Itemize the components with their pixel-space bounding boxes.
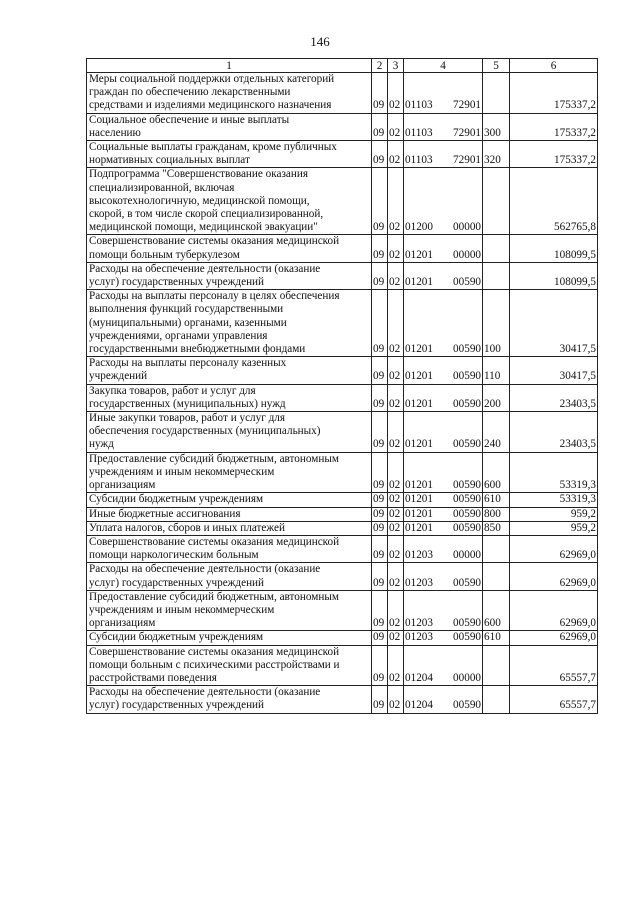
target-article-cell: [404, 493, 483, 507]
table-row: [87, 357, 598, 384]
expense-name-cell: [87, 141, 372, 168]
section-code-cell: 09: [372, 113, 388, 140]
expense-name-line: скорой, в том числе скорой специализированной,: [89, 208, 324, 221]
expense-name-line: услуг) государственных учреждений: [89, 276, 265, 289]
expense-type-cell: 240: [483, 412, 510, 453]
section-code-cell: 09: [372, 384, 388, 411]
expense-name-line: Совершенствование системы оказания медицинской: [89, 235, 340, 248]
direction-code: 00590: [453, 343, 481, 356]
expense-type-cell: 610: [483, 631, 510, 645]
expense-name-line: специализированной, включая: [89, 181, 235, 194]
table-row: [87, 113, 598, 140]
column-header: 1: [87, 59, 372, 73]
amount-cell: 959,2: [510, 521, 598, 535]
subsection-code-cell: 02: [388, 290, 404, 357]
subsection-code-cell: 02: [388, 113, 404, 140]
target-article-cell: [404, 290, 483, 357]
target-article-cell: [404, 563, 483, 590]
section-code-cell: 09: [372, 290, 388, 357]
section-code-cell: 09: [372, 521, 388, 535]
direction-code: 72901: [453, 154, 481, 167]
target-article-cell: [404, 521, 483, 535]
direction-code: 72901: [453, 126, 481, 139]
target-article-cell: [404, 141, 483, 168]
expense-name-line: помощи больным туберкулезом: [89, 248, 240, 261]
expense-name-line: Социальные выплаты гражданам, кроме публичных: [89, 141, 337, 154]
expense-name-line: Иные бюджетные ассигнования: [89, 507, 241, 520]
program-code: 01201: [405, 521, 433, 534]
program-code: 01204: [405, 699, 433, 712]
direction-code: 00590: [453, 617, 481, 630]
expense-name-line: Совершенствование системы оказания медицинской: [89, 645, 340, 658]
program-code: 01201: [405, 276, 433, 289]
expense-name-line: государственными внебюджетными фондами: [89, 343, 306, 356]
expense-type-cell: [483, 168, 510, 235]
table-row: [87, 452, 598, 493]
expense-name-cell: [87, 357, 372, 384]
target-article-cell: [404, 645, 483, 686]
direction-code: 00590: [453, 493, 481, 506]
expense-name-line: нормативных социальных выплат: [89, 154, 250, 167]
subsection-code-cell: 02: [388, 262, 404, 289]
expense-name-cell: [87, 521, 372, 535]
target-article-cell: [404, 535, 483, 562]
expense-name-line: средствами и изделиями медицинского назначения: [89, 99, 332, 112]
section-code-cell: 09: [372, 412, 388, 453]
amount-cell: 53319,3: [510, 493, 598, 507]
subsection-code-cell: 02: [388, 357, 404, 384]
amount-cell: 62969,0: [510, 563, 598, 590]
expense-name-line: услуг) государственных учреждений: [89, 576, 265, 589]
expense-type-cell: [483, 262, 510, 289]
program-code: 01203: [405, 631, 433, 644]
expense-type-cell: 800: [483, 507, 510, 521]
expense-name-line: Расходы на выплаты персоналу казенных: [89, 357, 287, 370]
expense-name-line: Субсидии бюджетным учреждениям: [89, 493, 264, 506]
expense-type-cell: [483, 686, 510, 713]
amount-cell: 53319,3: [510, 452, 598, 493]
expense-type-cell: [483, 73, 510, 114]
expense-type-cell: 110: [483, 357, 510, 384]
subsection-code-cell: 02: [388, 384, 404, 411]
expense-name-line: Социальное обеспечение и иные выплаты: [89, 113, 290, 126]
expense-name-cell: [87, 262, 372, 289]
program-code: 01201: [405, 479, 433, 492]
expense-name-cell: [87, 686, 372, 713]
expense-name-line: Расходы на обеспечение деятельности (оказание: [89, 686, 321, 699]
expense-name-cell: [87, 113, 372, 140]
expense-type-cell: 850: [483, 521, 510, 535]
column-header: 2: [372, 59, 388, 73]
program-code: 01201: [405, 507, 433, 520]
amount-cell: 175337,2: [510, 113, 598, 140]
program-code: 01201: [405, 370, 433, 383]
table-row: [87, 384, 598, 411]
section-code-cell: 09: [372, 631, 388, 645]
amount-cell: 30417,5: [510, 357, 598, 384]
table-body: [87, 73, 598, 714]
section-code-cell: 09: [372, 141, 388, 168]
program-code: 01201: [405, 397, 433, 410]
table-row: [87, 535, 598, 562]
subsection-code-cell: 02: [388, 493, 404, 507]
direction-code: 00590: [453, 631, 481, 644]
expense-type-cell: 600: [483, 452, 510, 493]
amount-cell: 108099,5: [510, 262, 598, 289]
program-code: 01203: [405, 549, 433, 562]
program-code: 01103: [405, 154, 433, 167]
table-row: [87, 262, 598, 289]
section-code-cell: 09: [372, 590, 388, 631]
subsection-code-cell: 02: [388, 141, 404, 168]
program-code: 01103: [405, 99, 433, 112]
section-code-cell: 09: [372, 168, 388, 235]
expense-name-cell: [87, 563, 372, 590]
table-row: [87, 493, 598, 507]
program-code: 01200: [405, 221, 433, 234]
expense-name-cell: [87, 384, 372, 411]
expense-name-cell: [87, 290, 372, 357]
expense-name-cell: [87, 168, 372, 235]
subsection-code-cell: 02: [388, 686, 404, 713]
target-article-cell: [404, 168, 483, 235]
subsection-code-cell: 02: [388, 645, 404, 686]
target-article-cell: [404, 412, 483, 453]
direction-code: 00590: [453, 521, 481, 534]
amount-cell: 175337,2: [510, 141, 598, 168]
expense-name-line: Совершенствование системы оказания медицинской: [89, 535, 340, 548]
expense-name-line: высокотехнологичную, медицинской помощи,: [89, 194, 310, 207]
expense-name-line: Меры социальной поддержки отдельных категорий: [89, 73, 335, 85]
expense-name-line: Предоставление субсидий бюджетным, автономным: [89, 590, 339, 603]
table-row: [87, 141, 598, 168]
expense-name-line: услуг) государственных учреждений: [89, 699, 265, 712]
program-code: 01201: [405, 248, 433, 261]
expense-name-cell: [87, 73, 372, 114]
direction-code: 00000: [453, 671, 481, 684]
expense-name-cell: [87, 493, 372, 507]
target-article-cell: [404, 507, 483, 521]
direction-code: 72901: [453, 99, 481, 112]
direction-code: 00590: [453, 576, 481, 589]
target-article-cell: [404, 590, 483, 631]
section-code-cell: 09: [372, 507, 388, 521]
subsection-code-cell: 02: [388, 563, 404, 590]
expense-name-line: Подпрограмма "Совершенствование оказания: [89, 168, 308, 181]
expense-type-cell: 600: [483, 590, 510, 631]
expense-name-line: медицинской помощи, медицинской эвакуации": [89, 221, 318, 234]
column-header: 5: [483, 59, 510, 73]
section-code-cell: 09: [372, 262, 388, 289]
expense-name-line: Расходы на выплаты персоналу в целях обеспечения: [89, 290, 340, 303]
section-code-cell: 09: [372, 235, 388, 262]
direction-code: 00590: [453, 438, 481, 451]
expense-name-line: Предоставление субсидий бюджетным, автономным: [89, 452, 339, 465]
expense-name-cell: [87, 235, 372, 262]
expense-name-line: учреждений: [89, 370, 148, 383]
target-article-cell: [404, 384, 483, 411]
direction-code: 00590: [453, 699, 481, 712]
expense-type-cell: 320: [483, 141, 510, 168]
table-header-row: [87, 59, 598, 73]
expense-name-line: помощи больным с психическими расстройствами и: [89, 658, 340, 671]
amount-cell: 62969,0: [510, 590, 598, 631]
expense-name-line: Расходы на обеспечение деятельности (оказание: [89, 563, 321, 576]
expense-name-cell: [87, 645, 372, 686]
table-row: [87, 521, 598, 535]
table-row: [87, 412, 598, 453]
expense-name-line: (муниципальными) органами, казенными: [89, 316, 287, 329]
expense-name-line: учреждениями, органами управления: [89, 329, 268, 342]
subsection-code-cell: 02: [388, 535, 404, 562]
subsection-code-cell: 02: [388, 521, 404, 535]
expense-name-line: Закупка товаров, работ и услуг для: [89, 384, 256, 397]
expense-name-line: обеспечения государственных (муниципальных): [89, 425, 321, 438]
expense-name-line: Иные закупки товаров, работ и услуг для: [89, 412, 286, 425]
direction-code: 00590: [453, 479, 481, 492]
target-article-cell: [404, 631, 483, 645]
table-row: [87, 686, 598, 713]
section-code-cell: 09: [372, 686, 388, 713]
target-article-cell: [404, 452, 483, 493]
program-code: 01203: [405, 576, 433, 589]
expense-name-cell: [87, 535, 372, 562]
expense-name-cell: [87, 631, 372, 645]
expense-name-line: нужд: [89, 438, 114, 451]
amount-cell: 959,2: [510, 507, 598, 521]
expense-type-cell: 100: [483, 290, 510, 357]
subsection-code-cell: 02: [388, 590, 404, 631]
table-row: [87, 645, 598, 686]
table-row: [87, 590, 598, 631]
program-code: 01203: [405, 617, 433, 630]
section-code-cell: 09: [372, 563, 388, 590]
program-code: 01204: [405, 671, 433, 684]
table-row: [87, 507, 598, 521]
target-article-cell: [404, 113, 483, 140]
amount-cell: 65557,7: [510, 645, 598, 686]
section-code-cell: 09: [372, 535, 388, 562]
page-number: 146: [310, 34, 330, 49]
direction-code: 00590: [453, 276, 481, 289]
expense-name-line: учреждениям и иным некоммерческим: [89, 603, 275, 616]
amount-cell: 23403,5: [510, 384, 598, 411]
expense-name-line: помощи наркологическим больным: [89, 549, 259, 562]
subsection-code-cell: 02: [388, 452, 404, 493]
amount-cell: 30417,5: [510, 290, 598, 357]
target-article-cell: [404, 73, 483, 114]
section-code-cell: 09: [372, 452, 388, 493]
amount-cell: 562765,8: [510, 168, 598, 235]
expense-name-cell: [87, 507, 372, 521]
amount-cell: 175337,2: [510, 73, 598, 114]
section-code-cell: 09: [372, 493, 388, 507]
expense-name-cell: [87, 412, 372, 453]
table-row: [87, 73, 598, 114]
expense-name-line: организациям: [89, 479, 156, 492]
expense-name-line: граждан по обеспечению лекарственными: [89, 86, 291, 99]
expense-name-line: Субсидии бюджетным учреждениям: [89, 631, 264, 644]
direction-code: 00000: [453, 221, 481, 234]
expense-name-line: расстройствами поведения: [89, 671, 217, 684]
column-header: 4: [404, 59, 483, 73]
expense-name-line: Расходы на обеспечение деятельности (оказание: [89, 262, 321, 275]
expense-name-line: организациям: [89, 617, 156, 630]
amount-cell: 62969,0: [510, 631, 598, 645]
program-code: 01103: [405, 126, 433, 139]
direction-code: 00590: [453, 397, 481, 410]
program-code: 01201: [405, 438, 433, 451]
subsection-code-cell: 02: [388, 507, 404, 521]
subsection-code-cell: 02: [388, 73, 404, 114]
subsection-code-cell: 02: [388, 168, 404, 235]
table-row: [87, 290, 598, 357]
expense-type-cell: [483, 645, 510, 686]
section-code-cell: 09: [372, 645, 388, 686]
direction-code: 00000: [453, 248, 481, 261]
table-row: [87, 235, 598, 262]
table-row: [87, 168, 598, 235]
direction-code: 00000: [453, 549, 481, 562]
expense-type-cell: 200: [483, 384, 510, 411]
section-code-cell: 09: [372, 357, 388, 384]
expense-name-cell: [87, 452, 372, 493]
program-code: 01201: [405, 343, 433, 356]
expense-name-line: государственных (муниципальных) нужд: [89, 397, 286, 410]
expense-type-cell: 610: [483, 493, 510, 507]
amount-cell: 23403,5: [510, 412, 598, 453]
program-code: 01201: [405, 493, 433, 506]
subsection-code-cell: 02: [388, 631, 404, 645]
budget-table: [86, 58, 598, 714]
target-article-cell: [404, 235, 483, 262]
section-code-cell: 09: [372, 73, 388, 114]
table-row: [87, 563, 598, 590]
column-header: 6: [510, 59, 598, 73]
direction-code: 00590: [453, 370, 481, 383]
expense-type-cell: [483, 535, 510, 562]
table-row: [87, 631, 598, 645]
expense-type-cell: [483, 235, 510, 262]
expense-type-cell: [483, 563, 510, 590]
amount-cell: 65557,7: [510, 686, 598, 713]
subsection-code-cell: 02: [388, 412, 404, 453]
expense-name-line: Уплата налогов, сборов и иных платежей: [89, 521, 285, 534]
direction-code: 00590: [453, 507, 481, 520]
target-article-cell: [404, 262, 483, 289]
amount-cell: 62969,0: [510, 535, 598, 562]
expense-name-line: населению: [89, 126, 141, 139]
target-article-cell: [404, 357, 483, 384]
expense-name-line: выполнения функций государственными: [89, 303, 284, 316]
target-article-cell: [404, 686, 483, 713]
amount-cell: 108099,5: [510, 235, 598, 262]
expense-name-cell: [87, 590, 372, 631]
subsection-code-cell: 02: [388, 235, 404, 262]
expense-name-line: учреждениям и иным некоммерческим: [89, 465, 275, 478]
expense-type-cell: 300: [483, 113, 510, 140]
column-header: 3: [388, 59, 404, 73]
